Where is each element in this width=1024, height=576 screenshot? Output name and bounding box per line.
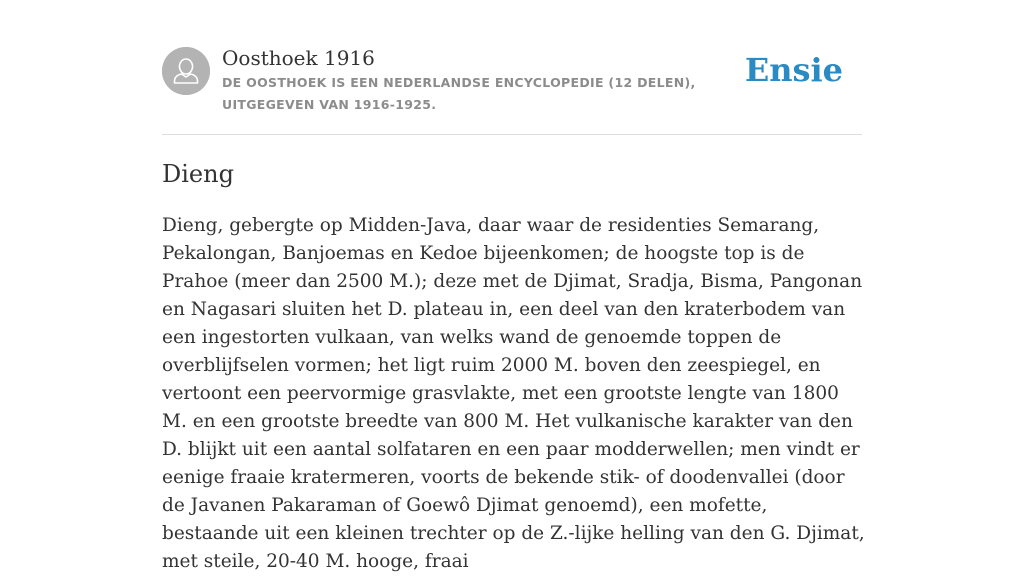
entry-body: Dieng, gebergte op Midden-Java, daar waar de residenties Semarang, Pekalongan, Banjoemas en Kedoe bijeenkomen; de hoogste top is de Prahoe (meer dan 2500 M.); deze met de Djimat, Sradja, Bisma, Pangonan en Nagasari sluiten het D. plateau in, een deel van den kraterbodem van een ingestorten vulkaan, van welks wand de genoemde toppen de overblijfselen vormen; het ligt ruim 2000 M. boven den zeespiegel, en vertoont een peervormige grasvlakte, met een grootste lengte van 1800 M. en een grootste breedte van 800 M. Het vulkanische karakter van den D. blijkt uit een aantal solfataren en een paar modderwellen; men vindt er eenige fraaie kratermeren, voorts de bekende stik- of doodenvallei (door de Javanen Pakaraman of Goewô Djimat genoemd), een mofette, bestaande uit een kleinen trechter op de Z.-lijke helling van den G. Djimat, met steile, 20-40 M. hooge, fraai — [162, 215, 865, 572]
ensie-logo[interactable]: Ensie — [744, 51, 843, 89]
source-description: DE OOSTHOEK IS EEN NEDERLANDSE ENCYCLOPEDIE (12 DELEN), UITGEGEVEN VAN 1916-1925. — [222, 75, 696, 112]
source-header — [162, 46, 862, 135]
entry-title: Dieng — [162, 160, 234, 188]
source-title[interactable]: Oosthoek 1916 — [222, 46, 375, 70]
user-icon[interactable] — [162, 47, 210, 95]
